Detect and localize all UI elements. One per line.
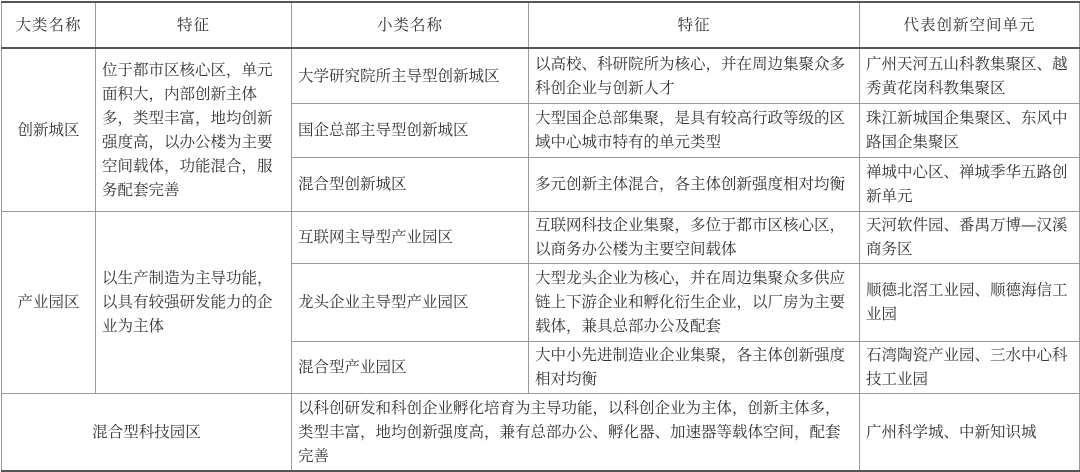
category-feature: 位于都市区核心区，单元面积大，内部创新主体多，类型丰富，地均创新强度高，以办公楼为主要空间载体，功能混合，服务配套完善	[96, 48, 292, 211]
header-representative-units: 代表创新空间单元	[860, 2, 1080, 48]
table-row	[2, 48, 1080, 103]
subcategory-name: 混合型产业园区	[292, 341, 529, 393]
representative-units: 珠江新城国企集聚区、东风中路国企集聚区	[860, 103, 1080, 157]
header-subcategory-feature: 特征	[529, 2, 860, 48]
subcategory-feature: 大型龙头企业为核心，并在周边集聚众多供应链上下游企业和孵化衍生企业，以厂房为主要载体，兼具总部办公及配套	[529, 263, 860, 341]
representative-units: 石湾陶瓷产业园、三水中心科技工业园	[860, 341, 1080, 393]
category-name: 创新城区	[2, 48, 96, 211]
subcategory-name: 混合型创新城区	[292, 157, 529, 211]
mixed-representative-units: 广州科学城、中新知识城	[860, 393, 1080, 471]
header-category-feature: 特征	[96, 2, 292, 48]
subcategory-name: 互联网主导型产业园区	[292, 211, 529, 263]
subcategory-feature: 多元创新主体混合，各主体创新强度相对均衡	[529, 157, 860, 211]
category-feature: 以生产制造为主导功能，以具有较强研发能力的企业为主体	[96, 211, 292, 393]
header-subcategory: 小类名称	[292, 2, 529, 48]
table-row	[2, 393, 1080, 471]
representative-units: 顺德北滘工业园、顺德海信工业园	[860, 263, 1080, 341]
representative-units: 天河软件园、番禺万博—汉溪商务区	[860, 211, 1080, 263]
header-category: 大类名称	[2, 2, 96, 48]
representative-units: 广州天河五山科教集聚区、越秀黄花岗科教集聚区	[860, 48, 1080, 103]
subcategory-feature: 大型国企总部集聚，是具有较高行政等级的区域中心城市特有的单元类型	[529, 103, 860, 157]
subcategory-name: 大学研究院所主导型创新城区	[292, 48, 529, 103]
representative-units: 禅城中心区、禅城季华五路创新单元	[860, 157, 1080, 211]
category-name: 产业园区	[2, 211, 96, 393]
table-row	[2, 211, 1080, 263]
subcategory-name: 国企总部主导型创新城区	[292, 103, 529, 157]
innovation-space-table	[1, 1, 1080, 472]
header-row	[2, 2, 1080, 48]
subcategory-name: 龙头企业主导型产业园区	[292, 263, 529, 341]
subcategory-feature: 互联网科技企业集聚，多位于都市区核心区，以商务办公楼为主要空间载体	[529, 211, 860, 263]
subcategory-feature: 以高校、科研院所为核心，并在周边集聚众多科创企业与创新人才	[529, 48, 860, 103]
mixed-category-feature: 以科创研发和科创企业孵化培育为主导功能，以科创企业为主体，创新主体多，类型丰富，地均创新强度高，兼有总部办公、孵化器、加速器等载体空间，配套完善	[292, 393, 860, 471]
subcategory-feature: 大中小先进制造业企业集聚，各主体创新强度相对均衡	[529, 341, 860, 393]
mixed-category-name: 混合型科技园区	[2, 393, 292, 471]
